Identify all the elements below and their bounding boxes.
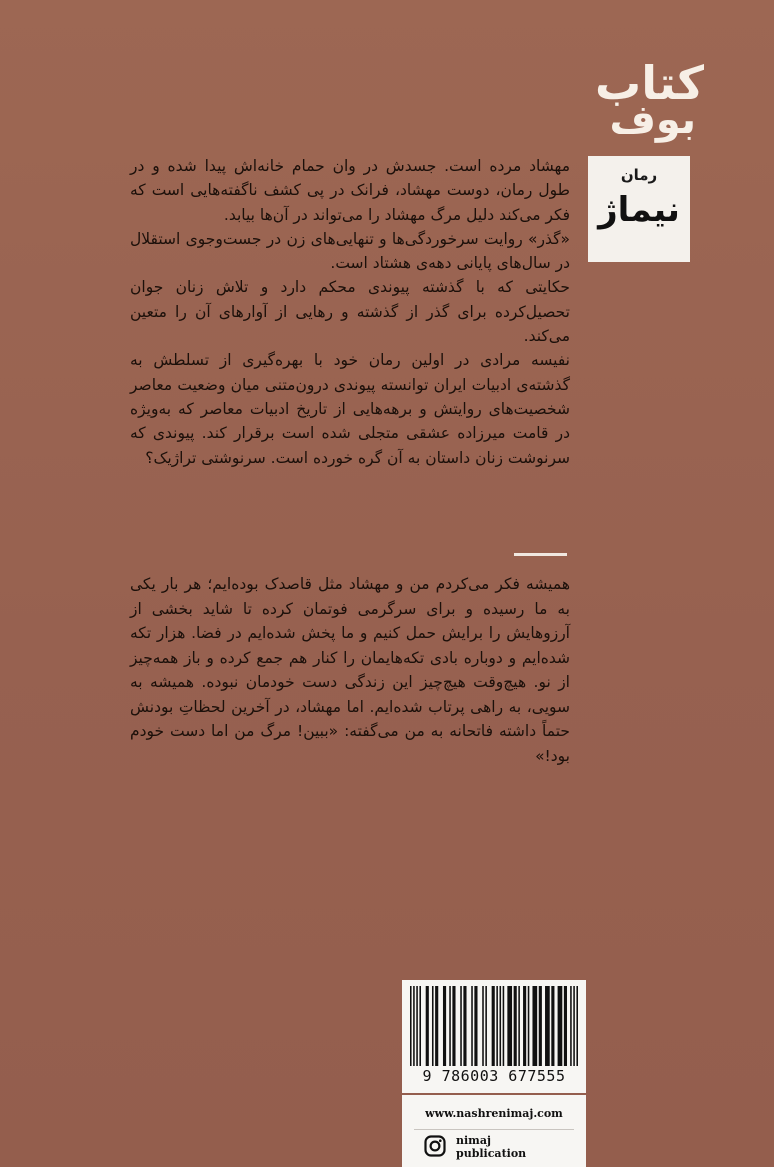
section-divider (514, 553, 567, 556)
barcode-bar (443, 986, 446, 1066)
barcode-bar (485, 986, 487, 1066)
imprint-logo-line1: کتاب (594, 56, 704, 110)
barcode-bar (576, 986, 578, 1066)
barcode-bar (416, 986, 418, 1066)
isbn-digits: 9 786003 677555 (422, 1067, 566, 1085)
barcode-bar (492, 986, 495, 1066)
barcode-bar (564, 986, 567, 1066)
barcode-bar (518, 986, 520, 1066)
barcode-bar (570, 986, 572, 1066)
blurb-paragraph: مهشاد مرده است. جسدش در وان حمام خانه‌اش پیدا شده و در طول رمان، دوست مهشاد، فرانک در پی کشف ناگفته‌هایی است که فکر می‌کند دلیل مرگ مهشاد را می‌تواند در آن‌ها بیابد. (130, 157, 570, 224)
barcode-bar (426, 986, 429, 1066)
barcode-icon (410, 986, 578, 1066)
imprint-logo (584, 56, 704, 143)
barcode-bar (503, 986, 505, 1066)
barcode-bar (545, 986, 550, 1066)
blurb (130, 154, 570, 470)
barcode-bar (410, 986, 412, 1066)
genre-label: رمان (620, 166, 658, 184)
barcode-bar (539, 986, 542, 1066)
instagram-handle-line1: nimaj (456, 1134, 491, 1147)
barcode-bar (528, 986, 530, 1066)
barcode-bar (413, 986, 415, 1066)
instagram-handle[interactable] (456, 1134, 526, 1160)
imprint-logo-line2: بوف (609, 97, 696, 143)
barcode-bar (507, 986, 512, 1066)
blurb-paragraph: حکایتی که با گذشته پیوندی محکم دارد و تلاش زنان جوان تحصیل‌کرده برای گذر از گذشته و رهایی از آوارهای آن را متعین می‌کند. (130, 278, 570, 346)
barcode-box (402, 980, 586, 1093)
barcode-bar (523, 986, 526, 1066)
barcode-bar (496, 986, 498, 1066)
instagram-icon (424, 1135, 446, 1157)
barcode-bar (558, 986, 563, 1066)
barcode-bar (435, 986, 438, 1066)
barcode-bar (432, 986, 434, 1066)
barcode-bar (514, 986, 517, 1066)
barcode-bar (452, 986, 455, 1066)
website-separator (414, 1129, 574, 1130)
barcode-bar (419, 986, 421, 1066)
barcode-bar (471, 986, 473, 1066)
barcode-bar (463, 986, 466, 1066)
excerpt-paragraph: همیشه فکر می‌کردم من و مهشاد مثل قاصدک بوده‌ایم؛ هر بار یکی به ما رسیده و برای سرگرمی فوتمان کرده تا شاید بخشی از آرزوهایش را برایش حمل کنیم و ما پخش شده‌ایم در فضا. هزار تکه شده‌ایم و دوباره بادی تکه‌هایمان را کنار هم جمع کرده و باز همه‌چیز از نو. هیچ‌وقت هیچ‌چیز این زندگی دست خودمان نبوده. همیشه به سویی، به راهی پرتاب شده‌ایم. اما مهشاد، در آخرین لحظاتِ بودنش حتماً داشته فاتحانه به من می‌گفته: «ببین! مرگ من اما دست خودم بود!» (130, 575, 570, 765)
publisher-box (588, 156, 690, 262)
barcode-bar (573, 986, 575, 1066)
instagram-handle-line2: publication (456, 1147, 527, 1160)
blurb-paragraph: «گذر» روایت سرخوردگی‌ها و تنهایی‌های زن در جست‌وجوی استقلال در سال‌های پایانی دهه‌ی هشتاد است. (130, 229, 570, 273)
website-url[interactable]: www.nashrenimaj.com (425, 1107, 563, 1120)
barcode-bar (500, 986, 502, 1066)
barcode-bar (551, 986, 554, 1066)
barcode-bar (449, 986, 451, 1066)
blurb-paragraph: نفیسه مرادی در اولین رمان خود با بهره‌گیری از تسلطش به گذشته‌ی ادبیات ایران توانسته پیوندی درون‌متنی میان وضعیت معاصر شخصیت‌های روایتش و برهه‌هایی از تاریخ ادبیات معاصر که به‌ویژه در قامت میرزاده عشقی متجلی شده است برقرار کند. پیوندی که سرنوشت زنان داستان به آن گره خورده است. سرنوشتی تراژیک؟ (130, 351, 570, 467)
barcode-bar (460, 986, 462, 1066)
website-box (402, 1095, 586, 1167)
excerpt (130, 572, 570, 768)
barcode-bar (474, 986, 477, 1066)
barcode-bar (532, 986, 537, 1066)
barcode-bar (482, 986, 484, 1066)
publisher-logo: نیماژ (598, 190, 680, 230)
